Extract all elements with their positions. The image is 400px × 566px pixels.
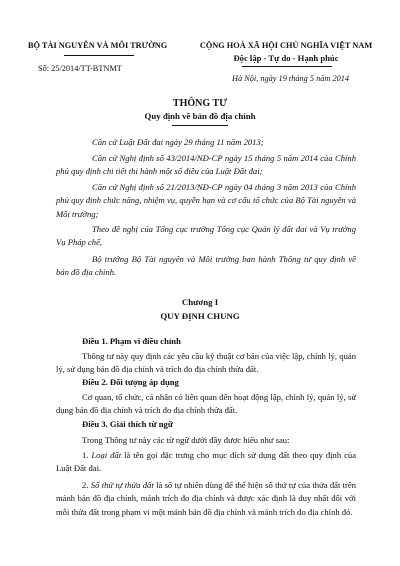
preamble-issuance: Bộ trưởng Bộ Tài nguyên và Môi trường ban hành Thông tư quy định về bản đồ địa chính.	[56, 254, 356, 278]
article-3-term-2: 2. Số thứ tự thửa đất là số tự nhiên dùng để thể hiện số thứ tự của thửa đất trên mảnh bản đồ địa chính, mảnh trích đo địa chính và được xác định là duy nhất đối với mỗi thửa đất trong phạm vi một mảnh bản đồ địa chính và mảnh trích đo địa chính đó.	[56, 480, 357, 517]
term-2-name: Số thứ tự thửa đất	[90, 480, 154, 490]
preamble-basis-2: Căn cứ Nghị định số 43/2014/NĐ-CP ngày 15 tháng 5 năm 2014 của Chính phủ quy định chi tiết thi hành một số điều của Luật Đất đai;	[56, 153, 356, 177]
article-3-intro: Trong Thông tư này các từ ngữ dưới đây được hiểu như sau:	[82, 435, 290, 445]
document-type: THÔNG TƯ	[172, 98, 228, 109]
article-3-heading: Điều 3. Giải thích từ ngữ	[82, 419, 174, 429]
article-3-term-1: 1. Loại đất là tên gọi đặc trưng cho mục đích sử dụng đất theo quy định của Luật Đất đai.	[56, 450, 357, 474]
chapter-number: Chương I	[181, 297, 219, 307]
preamble-proposal: Theo đề nghị của Tổng cục trưởng Tổng cục Quản lý đất đai và Vụ trưởng Vụ Pháp chế,	[56, 224, 356, 248]
place-and-date: Hà Nội, ngày 19 tháng 5 năm 2014	[232, 74, 350, 83]
article-2-text: Cơ quan, tổ chức, cá nhân có liên quan đến hoạt động lập, chỉnh lý, quản lý, sử dụng bản đồ địa chính và trích đo địa chính thửa đất.	[56, 392, 356, 416]
term-1-name: Loại đất	[91, 450, 122, 460]
ministry-name: BỘ TÀI NGUYÊN VÀ MÔI TRƯỜNG	[28, 41, 168, 50]
document-number: Số: 25/2014/TT-BTNMT	[38, 64, 122, 73]
preamble-basis-1: Căn cứ Luật Đất đai ngày 29 tháng 11 năm 2013;	[92, 137, 264, 147]
document-subject: Quy định về bản đồ địa chính	[144, 111, 256, 121]
ministry-underline	[64, 55, 134, 56]
article-1-heading: Điều 1. Phạm vi điều chỉnh	[82, 336, 181, 346]
chapter-name: QUY ĐỊNH CHUNG	[160, 311, 240, 321]
article-2-heading: Điều 2. Đối tượng áp dụng	[82, 377, 179, 387]
preamble-basis-3: Căn cứ Nghị định số 21/2013/NĐ-CP ngày 04 tháng 3 năm 2013 của Chính phủ quy định chức năng, nhiệm vụ, quyền hạn và cơ cấu tổ chức của Bộ Tài nguyên và Môi trường;	[56, 182, 356, 219]
article-1-text: Thông tư này quy định các yêu cầu kỹ thuật cơ bản của việc lập, chỉnh lý, quản lý, sử dụng bản đồ địa chính và trích đo địa chính thửa đất.	[56, 351, 356, 375]
motto-underline	[242, 66, 332, 67]
subject-underline	[172, 125, 228, 126]
country-name: CỘNG HOÀ XÃ HỘI CHỦ NGHĨA VIỆT NAM	[199, 41, 373, 50]
national-motto: Độc lập - Tự do - Hạnh phúc	[233, 53, 339, 63]
